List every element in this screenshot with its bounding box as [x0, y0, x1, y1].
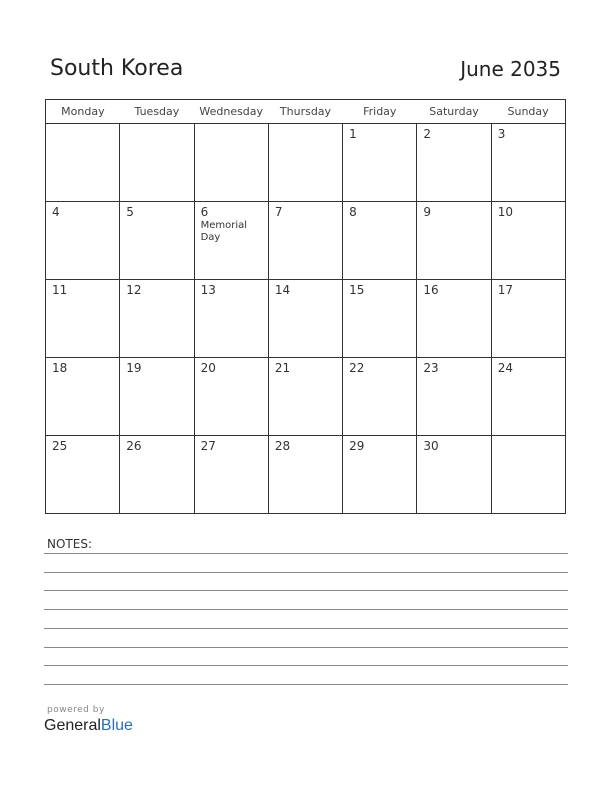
day-number: 14 [274, 283, 291, 297]
brand-logo[interactable] [44, 717, 133, 735]
day-number: 2 [423, 127, 432, 141]
calendar-day-cell [417, 436, 491, 514]
note-line [44, 590, 568, 591]
day-number: 4 [52, 205, 60, 219]
calendar-week-row [46, 358, 566, 436]
day-number: 25 [52, 439, 68, 453]
note-line [44, 553, 568, 554]
calendar-day-cell [194, 436, 268, 514]
day-number: 27 [200, 439, 216, 453]
day-number: 19 [126, 361, 142, 375]
day-number: 10 [497, 205, 513, 219]
day-number: 11 [52, 283, 68, 297]
day-number: 7 [274, 205, 283, 219]
note-line [44, 665, 568, 666]
weekday-header: Monday [46, 100, 120, 124]
day-number: 1 [349, 127, 357, 141]
calendar-day-cell [343, 280, 417, 358]
calendar-day-cell [491, 280, 565, 358]
calendar-day-cell [120, 124, 194, 202]
note-line [44, 628, 568, 629]
calendar-day-cell [194, 358, 268, 436]
calendar-day-cell [120, 358, 194, 436]
calendar-day-cell [268, 280, 342, 358]
brand-name-part2: Blue [100, 717, 133, 734]
calendar-day-cell [194, 280, 268, 358]
day-number: 9 [423, 205, 432, 219]
day-number: 24 [497, 361, 513, 375]
note-line [44, 647, 568, 648]
note-line [44, 572, 568, 573]
calendar-day-cell [268, 202, 342, 280]
calendar-day-cell [343, 358, 417, 436]
note-line [44, 684, 568, 685]
calendar-week-row [46, 280, 566, 358]
calendar-week-row [46, 436, 566, 514]
day-number: 29 [349, 439, 365, 453]
day-number: 21 [274, 361, 291, 375]
calendar-day-cell [46, 202, 120, 280]
calendar-grid [45, 99, 566, 514]
day-number: 5 [126, 205, 134, 219]
calendar-day-cell [268, 436, 342, 514]
calendar-day-cell [491, 124, 565, 202]
day-number: 20 [200, 361, 216, 375]
weekday-header: Saturday [417, 100, 491, 124]
weekday-header: Wednesday [194, 100, 268, 124]
weekday-header: Tuesday [120, 100, 194, 124]
calendar-day-cell [491, 202, 565, 280]
day-number: 30 [423, 439, 439, 453]
day-number: 26 [126, 439, 142, 453]
calendar-day-cell [194, 124, 268, 202]
calendar-day-cell [417, 358, 491, 436]
weekday-header: Friday [343, 100, 417, 124]
day-number: 6 [200, 205, 209, 219]
day-number: 16 [423, 283, 439, 297]
calendar-day-cell [268, 124, 342, 202]
calendar-day-cell [343, 202, 417, 280]
day-number: 18 [52, 361, 68, 375]
holiday-label: Memorial Day [200, 220, 247, 243]
weekday-header-row [46, 100, 566, 124]
calendar-day-cell [343, 436, 417, 514]
note-line [44, 609, 568, 610]
calendar-day-cell [120, 202, 194, 280]
calendar-day-cell [46, 280, 120, 358]
day-number: 13 [200, 283, 216, 297]
calendar-day-cell [417, 280, 491, 358]
day-number: 12 [126, 283, 142, 297]
calendar-day-cell [46, 436, 120, 514]
calendar-day-cell [194, 202, 268, 280]
calendar-day-cell [46, 124, 120, 202]
calendar-country-title: South Korea [50, 56, 184, 81]
powered-by-text: powered by [47, 705, 105, 715]
calendar-day-cell [120, 436, 194, 514]
brand-name-part1: General [44, 717, 101, 734]
calendar-week-row [46, 124, 566, 202]
calendar-day-cell [417, 202, 491, 280]
day-number: 3 [497, 127, 506, 141]
calendar-day-cell [343, 124, 417, 202]
calendar-day-cell [46, 358, 120, 436]
day-number: 28 [274, 439, 291, 453]
day-number: 22 [349, 361, 365, 375]
calendar-day-cell [120, 280, 194, 358]
weekday-header: Sunday [491, 100, 565, 124]
day-number: 15 [349, 283, 365, 297]
day-number: 8 [349, 205, 357, 219]
calendar-day-cell [491, 436, 565, 514]
calendar-day-cell [268, 358, 342, 436]
calendar-week-row [46, 202, 566, 280]
day-number: 23 [423, 361, 439, 375]
calendar-month-title: June 2035 [460, 57, 561, 81]
notes-label: NOTES: [47, 537, 92, 551]
weekday-header: Thursday [268, 100, 342, 124]
calendar-day-cell [491, 358, 565, 436]
calendar-day-cell [417, 124, 491, 202]
day-number: 17 [497, 283, 513, 297]
